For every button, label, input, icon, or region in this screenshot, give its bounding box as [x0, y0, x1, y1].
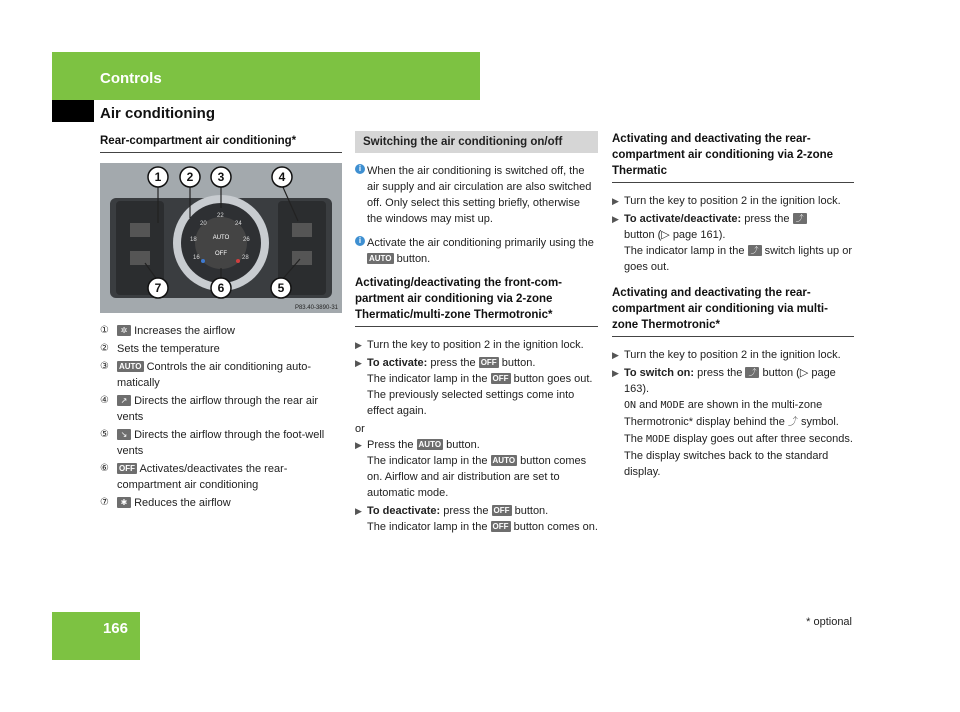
auto-badge: AUTO — [119, 362, 142, 371]
legend-item — [100, 341, 342, 357]
rear-climate-icon: ⤴ — [745, 367, 759, 378]
callout-label: 7 — [154, 281, 162, 295]
step-arrow-icon: ▶ — [612, 368, 619, 378]
callout-label: 3 — [217, 170, 225, 184]
legend-text: Sets the temperature — [117, 343, 220, 355]
front-ac-heading: Activating/deactivating the front-com-partment air conditioning via 2-zone Thermatic/multi-zone Thermotronic* — [355, 275, 598, 327]
step-text: and — [639, 399, 658, 411]
instruction-step — [612, 347, 854, 363]
note-text: Activate the air conditioning primarily using the — [367, 237, 594, 249]
instruction-step — [355, 503, 598, 535]
rear-climate-icon: ⤴ — [793, 213, 807, 224]
step-text: press the — [443, 505, 489, 517]
step-text: button. — [501, 357, 536, 369]
step-arrow-icon: ▶ — [355, 358, 362, 368]
fan-low-icon: ✱ — [117, 497, 131, 508]
step-text: button. — [514, 505, 549, 517]
column-2 — [355, 131, 598, 537]
or-text: or — [355, 423, 365, 435]
legend-item — [100, 495, 342, 511]
auto-badge: AUTO — [492, 456, 516, 465]
step-arrow-icon: ▶ — [355, 440, 362, 450]
step-text: The indicator lamp in the — [367, 373, 488, 385]
off-badge: OFF — [493, 506, 510, 515]
dial-value: 18 — [190, 237, 197, 243]
display-on-text: ON — [624, 400, 637, 411]
step-text: display goes out after three seconds. The display switches back to the standard display. — [624, 433, 853, 478]
step-arrow-icon: ▶ — [612, 196, 619, 206]
callout-label: 6 — [217, 281, 225, 295]
callout-label: 2 — [186, 170, 194, 184]
step-text: press the — [744, 213, 790, 225]
off-badge: OFF — [119, 464, 135, 473]
step-text: press the — [430, 357, 476, 369]
legend-number: ③ — [100, 361, 109, 372]
rear-thermotronic-heading: Activating and deactivating the rear-compartment air conditioning via multi-zone Thermotronic* — [612, 285, 854, 337]
dial-value: 22 — [217, 213, 224, 219]
legend-item — [100, 359, 342, 391]
fan-high-icon: ✲ — [117, 325, 131, 336]
step-label: To deactivate: — [367, 505, 441, 517]
legend-number: ② — [100, 343, 109, 354]
legend-item — [100, 461, 342, 493]
legend-text: Reduces the airflow — [134, 497, 231, 509]
legend-item — [100, 427, 342, 459]
dial-value: 26 — [243, 237, 250, 243]
switching-heading: Switching the air conditioning on/off — [355, 131, 598, 153]
step-text: button (▷ page 161). — [624, 229, 726, 241]
step-text: Turn the key to position 2 in the ignition lock. — [367, 339, 584, 351]
column-3 — [612, 131, 854, 482]
rear-climate-icon: ⤴ — [748, 245, 762, 256]
info-icon: i — [355, 236, 365, 246]
step-text: The indicator lamp in the — [367, 455, 488, 467]
step-text: press the — [697, 367, 743, 379]
page-number: 166 — [102, 620, 128, 637]
instruction-step — [612, 193, 854, 209]
legend-number: ⑦ — [100, 497, 109, 508]
off-badge: OFF — [480, 358, 497, 367]
instruction-step — [355, 355, 598, 419]
control-panel-photo — [100, 163, 342, 313]
dial-auto-label: AUTO — [212, 235, 230, 241]
rear-ac-heading: Rear-compartment air conditioning* — [100, 133, 342, 153]
callout-label: 1 — [154, 170, 162, 184]
header-tab — [52, 100, 94, 122]
footnote: * optional — [806, 616, 852, 628]
dial-value: 28 — [242, 255, 249, 261]
legend-number: ① — [100, 325, 109, 336]
instruction-step — [612, 211, 854, 275]
legend-item — [100, 323, 342, 339]
step-label: To switch on: — [624, 367, 695, 379]
note-text: button. — [396, 253, 431, 265]
info-note — [355, 235, 598, 267]
step-label: To activate/deactivate: — [624, 213, 742, 225]
dial-value: 20 — [200, 221, 207, 227]
step-text: The indicator lamp in the — [624, 245, 745, 257]
legend-item — [100, 393, 342, 425]
dial-off-label: OFF — [215, 251, 227, 257]
instruction-step — [355, 337, 598, 353]
step-text: switch lights up or goes out. — [624, 245, 853, 273]
rear-climate-icon: ⤴ — [787, 417, 798, 428]
step-text: Turn the key to position 2 in the ignition lock. — [624, 195, 841, 207]
legend-text: Directs the airflow through the foot-well vents — [117, 429, 325, 457]
step-text: are shown in the multi-zone Thermotronic* display behind the — [624, 399, 823, 428]
step-text: The indicator lamp in the — [367, 521, 488, 533]
instruction-step — [355, 437, 598, 501]
step-text: symbol. The — [624, 416, 839, 445]
airflow-foot-icon: ↘ — [117, 429, 131, 440]
legend-text: Activates/deactivates the rear-compartment air conditioning — [117, 463, 288, 491]
step-text: button. — [446, 439, 480, 451]
legend-number: ⑥ — [100, 463, 109, 474]
step-arrow-icon: ▶ — [612, 350, 619, 360]
step-text: Press the — [367, 439, 414, 451]
page-subtitle: Air conditioning — [100, 105, 215, 122]
off-badge: OFF — [492, 522, 509, 531]
step-text: button (▷ page 163). — [624, 367, 836, 395]
step-text: Turn the key to position 2 in the ignition lock. — [624, 349, 841, 361]
legend-text: Controls the air conditioning auto-matically — [117, 361, 312, 389]
step-text: button goes out. The previously selected settings come into effect again. — [367, 373, 593, 417]
section-title: Controls — [100, 70, 162, 87]
column-1 — [100, 133, 342, 513]
image-code: P83.40-3890-31 — [294, 305, 338, 311]
step-text: button comes on. Airflow and air distribution are set to automatic mode. — [367, 455, 587, 499]
instruction-step — [612, 365, 854, 480]
auto-badge: AUTO — [418, 440, 442, 449]
step-label: To activate: — [367, 357, 428, 369]
display-mode-text: MODE — [660, 400, 685, 411]
note-text: When the air conditioning is switched off, the air supply and air circulation are also switched off. Only select this setting briefly, otherwise the windows may mist up. — [367, 165, 592, 225]
dial-value: 16 — [193, 255, 200, 261]
callout-label: 4 — [278, 170, 286, 184]
control-panel-illustration — [100, 163, 342, 313]
callout-label: 5 — [277, 281, 285, 295]
step-text: button comes on. — [513, 521, 598, 533]
step-arrow-icon: ▶ — [355, 340, 362, 350]
dial-value: 24 — [235, 221, 242, 227]
off-badge: OFF — [492, 374, 509, 383]
auto-badge: AUTO — [369, 254, 392, 263]
airflow-upper-icon: ↗ — [117, 395, 131, 406]
rear-thermatic-heading: Activating and deactivating the rear-compartment air conditioning via 2-zone Thermatic — [612, 131, 854, 183]
step-arrow-icon: ▶ — [355, 506, 362, 516]
legend-text: Directs the airflow through the rear air vents — [117, 395, 319, 423]
info-note — [355, 163, 598, 227]
info-icon: i — [355, 164, 365, 174]
step-arrow-icon: ▶ — [612, 214, 619, 224]
legend-text: Increases the airflow — [134, 325, 235, 337]
display-mode-text: MODE — [646, 434, 671, 445]
legend-number: ④ — [100, 395, 109, 406]
legend-number: ⑤ — [100, 429, 109, 440]
